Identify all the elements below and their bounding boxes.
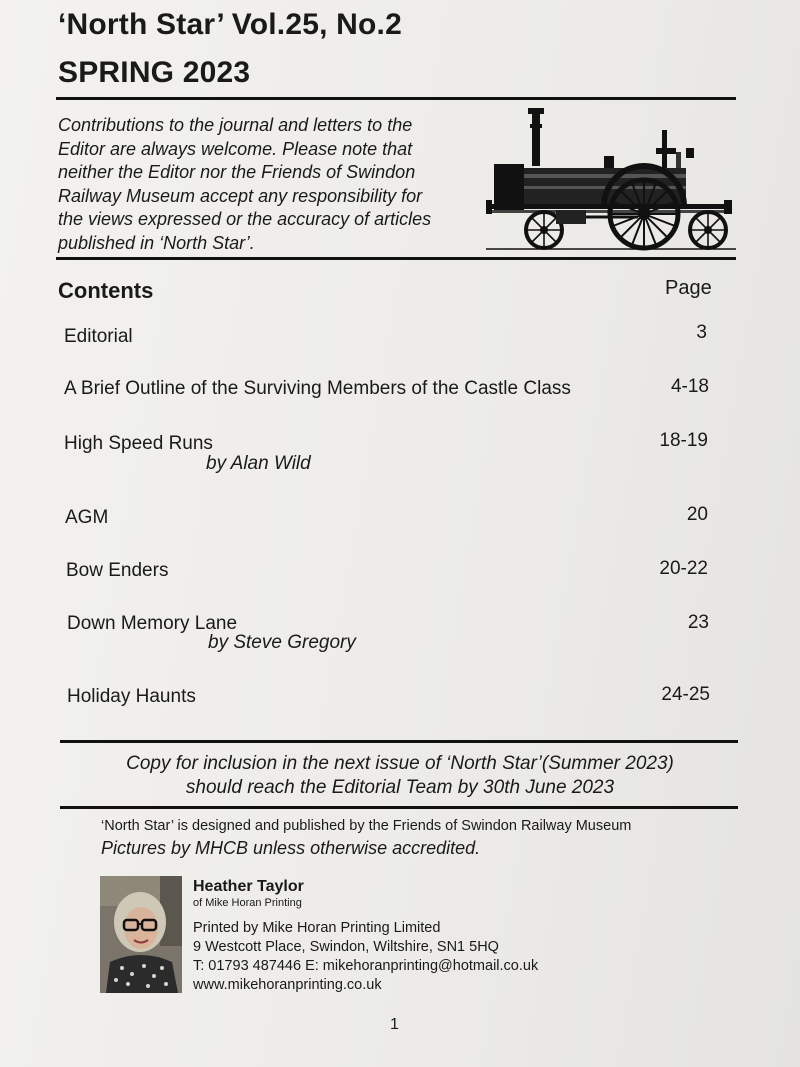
- intro-line: Railway Museum accept any responsibility for: [58, 185, 423, 206]
- publisher-statement: ‘North Star’ is designed and published by the Friends of Swindon Railway Museum: [101, 818, 632, 834]
- contents-item-page: 3: [696, 322, 707, 343]
- contents-item-author: by Steve Gregory: [208, 632, 356, 653]
- printer-detail-line: Printed by Mike Horan Printing Limited: [193, 920, 441, 936]
- contents-item-page: 20: [686, 504, 708, 525]
- page-column-heading: Page: [665, 277, 712, 299]
- notice-line: Copy for inclusion in the next issue of ‘North Star’(Summer 2023): [126, 753, 674, 774]
- printer-detail-line: www.mikehoranprinting.co.uk: [193, 977, 382, 993]
- locomotive-illustration: [486, 104, 736, 254]
- printer-detail-line: 9 Westcott Place, Swindon, Wiltshire, SN1 5HQ: [193, 939, 499, 955]
- pictures-credit: Pictures by MHCB unless otherwise accredited.: [101, 838, 481, 858]
- page-number: 1: [390, 1016, 399, 1033]
- intro-line: Contributions to the journal and letters to the: [58, 115, 413, 135]
- contents-item-page: 23: [687, 612, 709, 633]
- divider-contents: [56, 257, 736, 260]
- contents-item-page: 24-25: [661, 684, 710, 705]
- intro-text: [58, 114, 478, 255]
- contents-item-page: 4-18: [670, 376, 709, 397]
- contents-item-title: Holiday Haunts: [67, 686, 196, 707]
- journal-title: ‘North Star’ Vol.25, No.2: [58, 8, 402, 41]
- contents-item-page: 20-22: [659, 558, 708, 579]
- intro-line: Editor are always welcome. Please note that: [58, 138, 413, 159]
- portrait-image: [100, 876, 182, 993]
- contents-item-title: Editorial: [64, 326, 133, 347]
- printer-contact-company: of Mike Horan Printing: [193, 897, 302, 909]
- issue-season: SPRING 2023: [58, 56, 251, 89]
- printer-portrait: [100, 876, 182, 993]
- contents-item-title: AGM: [65, 507, 109, 528]
- contents-heading: Contents: [58, 278, 154, 303]
- intro-line: the views expressed or the accuracy of articles: [58, 209, 432, 229]
- intro-line: neither the Editor nor the Friends of Swindon: [58, 162, 416, 182]
- contents-item-title: Bow Enders: [66, 560, 169, 581]
- intro-line: published in ‘North Star’.: [58, 232, 255, 253]
- divider-top: [56, 97, 736, 100]
- notice-line: should reach the Editorial Team by 30th June 2023: [185, 777, 615, 798]
- printer-contact-name: Heather Taylor: [193, 878, 304, 895]
- contents-item-page: 18-19: [659, 430, 708, 451]
- copy-deadline-notice: [60, 752, 740, 800]
- printer-detail-line: T: 01793 487446 E: mikehoranprinting@hotmail.co.uk: [193, 958, 539, 974]
- contents-item-author: by Alan Wild: [206, 453, 311, 474]
- divider-notice-bottom: [60, 806, 738, 809]
- contents-item-title: A Brief Outline of the Surviving Members of the Castle Class: [64, 378, 571, 399]
- printer-details: [193, 919, 538, 995]
- divider-notice-top: [60, 740, 738, 743]
- contents-item-title: High Speed Runs: [64, 433, 213, 454]
- contents-item-title: Down Memory Lane: [67, 613, 238, 634]
